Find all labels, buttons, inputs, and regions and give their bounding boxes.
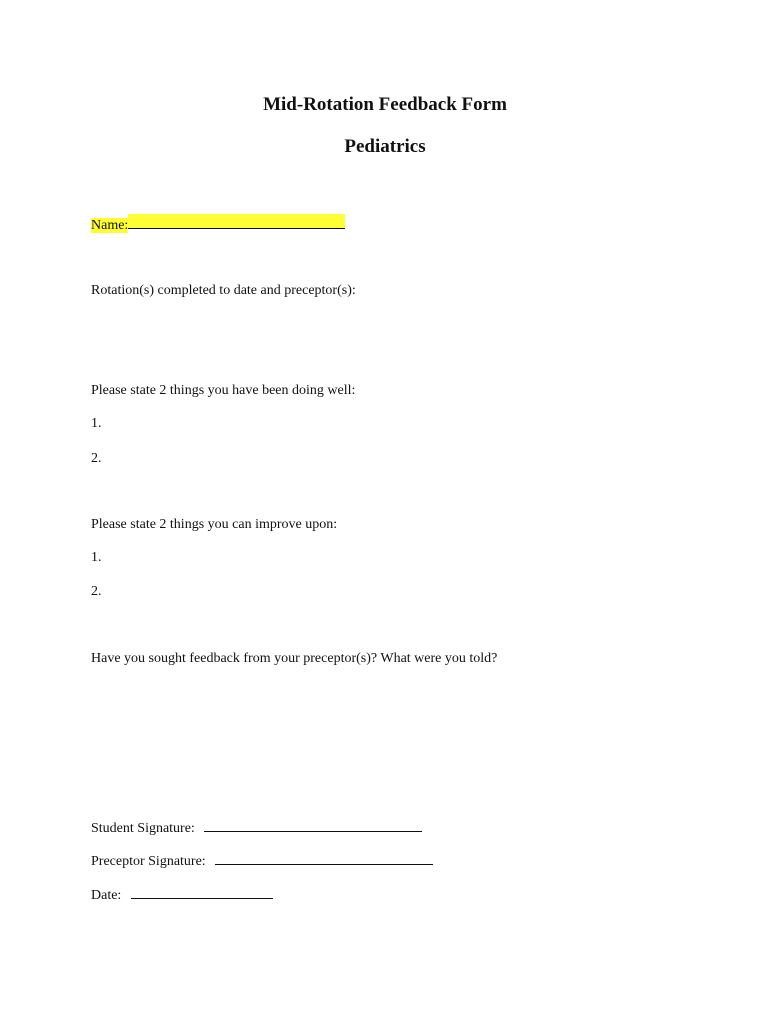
feedback-label: Have you sought feedback from your preceptor(s)? What were you told? bbox=[91, 651, 498, 666]
preceptor-signature-label: Preceptor Signature: bbox=[91, 854, 206, 869]
improve-label: Please state 2 things you can improve upon: bbox=[91, 517, 338, 532]
form-title: Mid-Rotation Feedback Form bbox=[263, 94, 507, 115]
preceptor-signature-row bbox=[91, 850, 433, 871]
doing-well-item-1: 1. bbox=[91, 416, 102, 431]
student-signature-label: Student Signature: bbox=[91, 821, 195, 836]
improve-item-1: 1. bbox=[91, 550, 102, 565]
name-label: Name: bbox=[91, 218, 129, 233]
student-signature-row bbox=[91, 817, 422, 838]
date-field[interactable] bbox=[131, 884, 273, 899]
name-field[interactable] bbox=[128, 214, 345, 229]
name-row bbox=[91, 214, 345, 235]
date-row bbox=[91, 884, 273, 905]
form-subtitle: Pediatrics bbox=[344, 136, 426, 157]
date-label: Date: bbox=[91, 888, 122, 903]
doing-well-item-2: 2. bbox=[91, 451, 102, 466]
doing-well-label: Please state 2 things you have been doing well: bbox=[91, 383, 356, 398]
student-signature-field[interactable] bbox=[204, 817, 422, 832]
preceptor-signature-field[interactable] bbox=[215, 850, 433, 865]
rotations-label: Rotation(s) completed to date and preceptor(s): bbox=[91, 283, 356, 298]
improve-item-2: 2. bbox=[91, 584, 102, 599]
